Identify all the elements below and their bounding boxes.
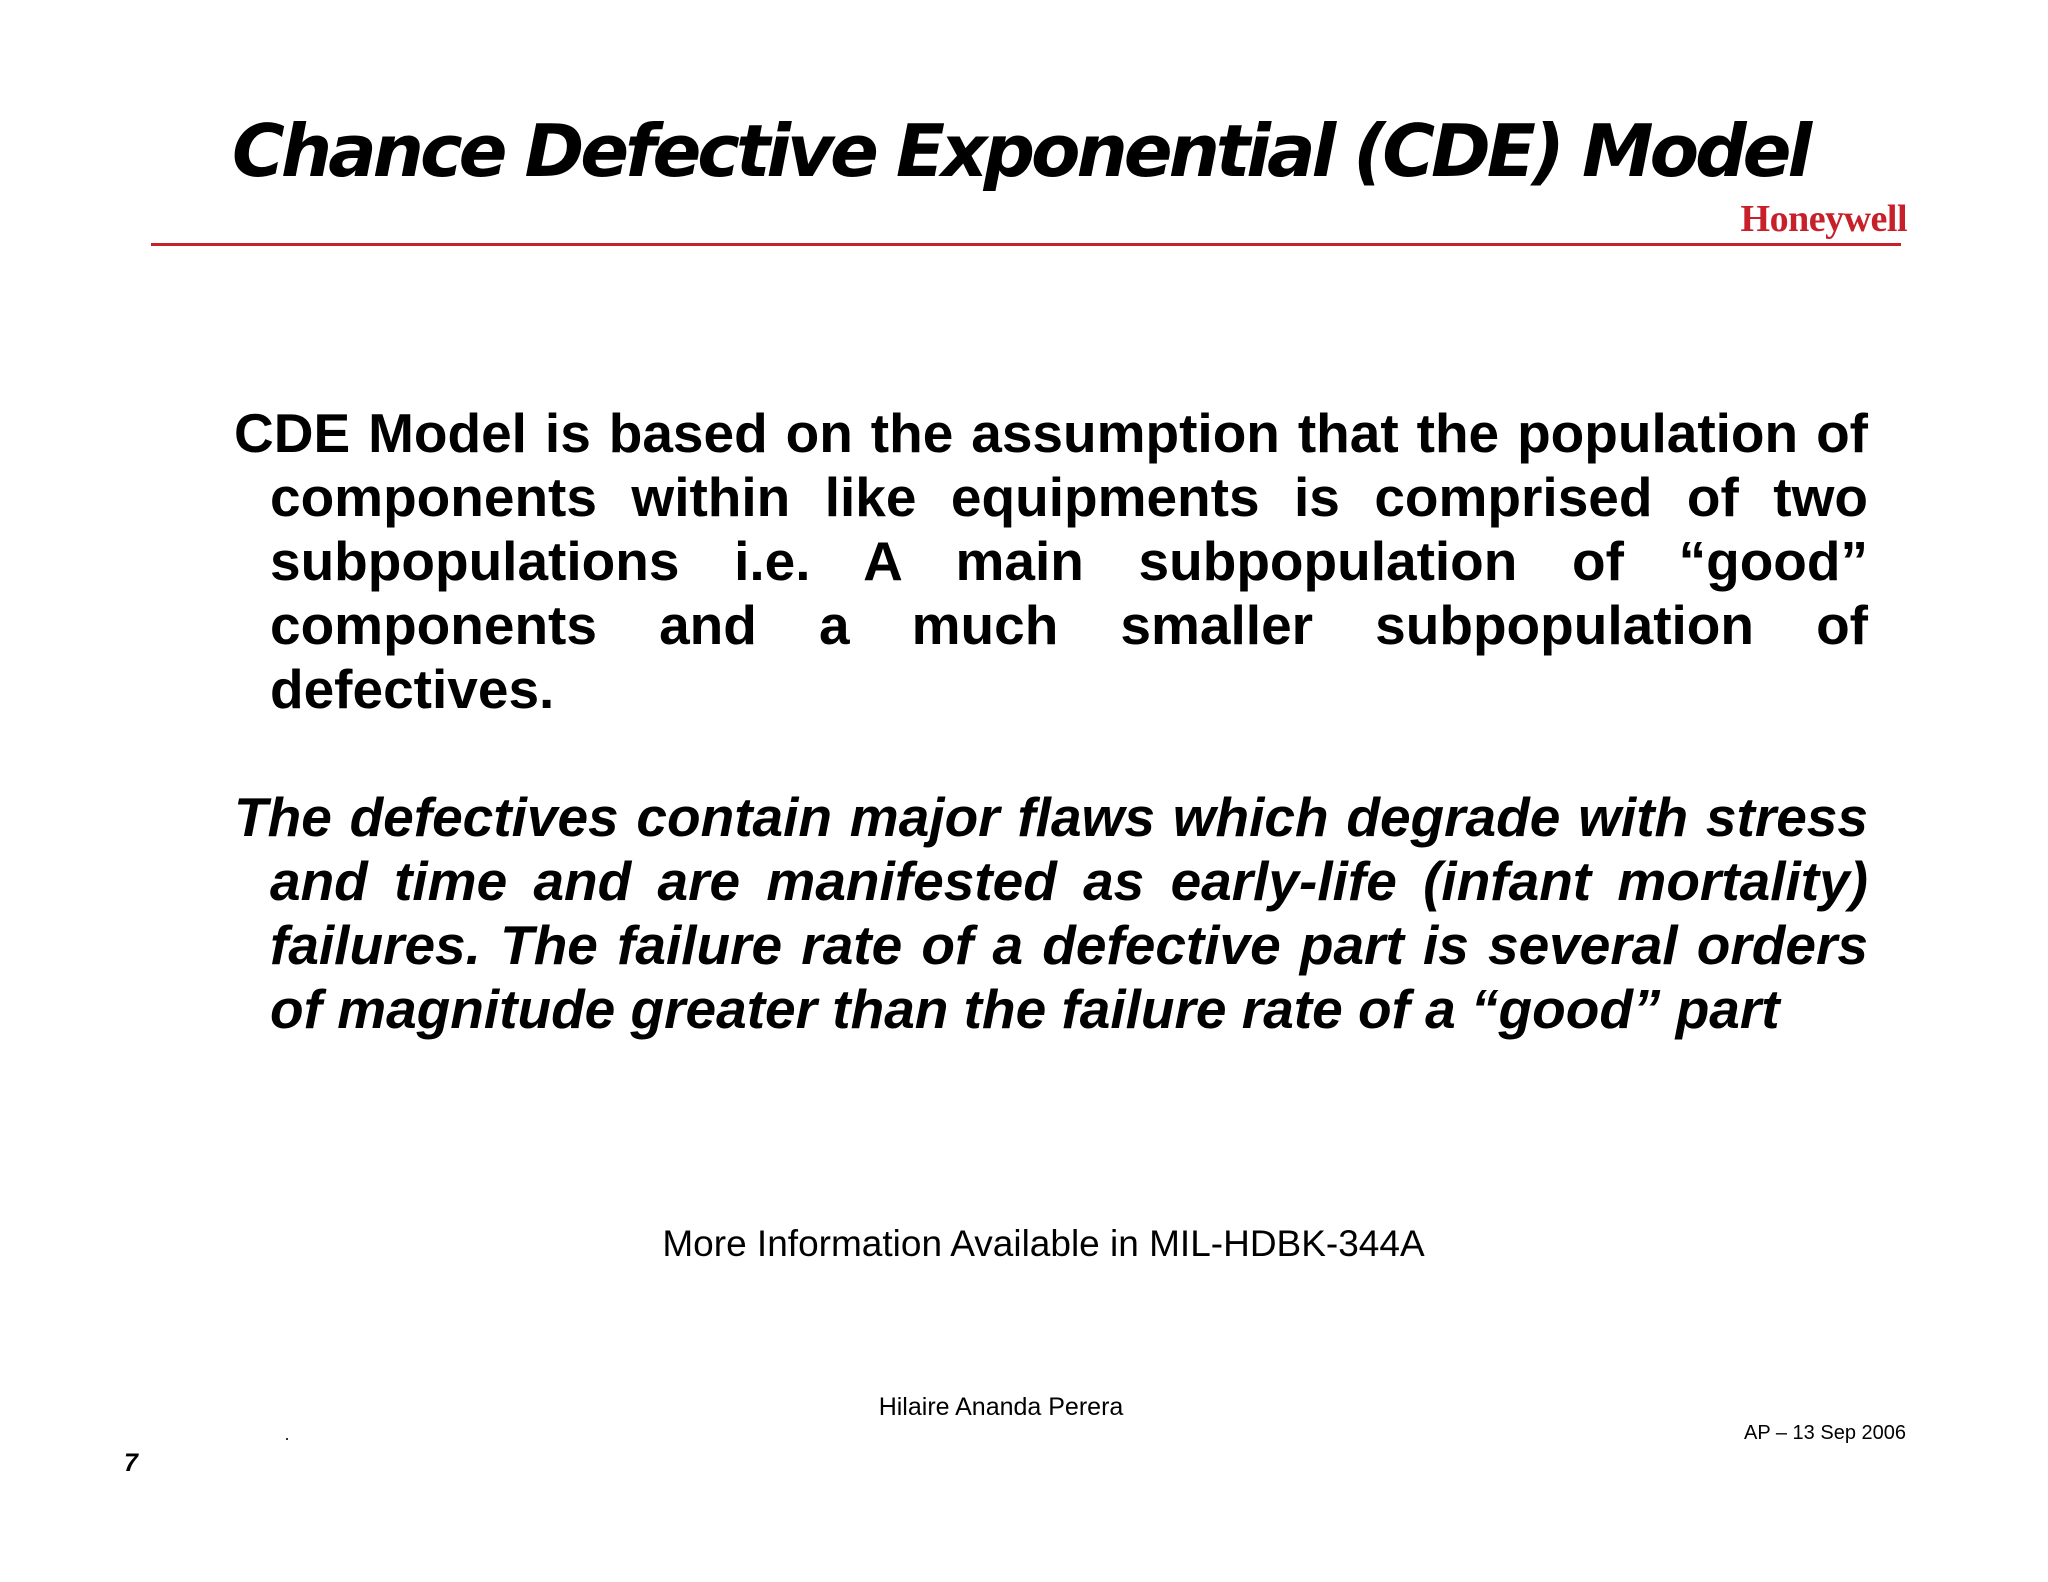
page-number: 7 [124, 1449, 138, 1477]
footer-date: AP – 13 Sep 2006 [1744, 1422, 1906, 1444]
paragraph-cde-assumption: CDE Model is based on the assumption that the population of components within like equipments is comprised of two subpopulations i.e. A main subpopulation of “good” components and a much smaller subpopulation of defectives. [234, 402, 1868, 720]
footer-dot [286, 1438, 288, 1440]
footer-author: Hilaire Ananda Perera [878, 1393, 1124, 1421]
slide-title: Chance Defective Exponential (CDE) Model [232, 109, 1809, 193]
paragraph-defectives: The defectives contain major flaws which degrade with stress and time and are manifested as early-life (infant mortality) failures. The failure rate of a defective part is several orders of magnitude greater than the failure rate of a “good” part [234, 786, 1868, 1040]
more-info-note: More Information Available in MIL-HDBK-344A [662, 1223, 1425, 1264]
honeywell-logo: Honeywell [1740, 198, 1907, 240]
title-divider [151, 243, 1901, 246]
